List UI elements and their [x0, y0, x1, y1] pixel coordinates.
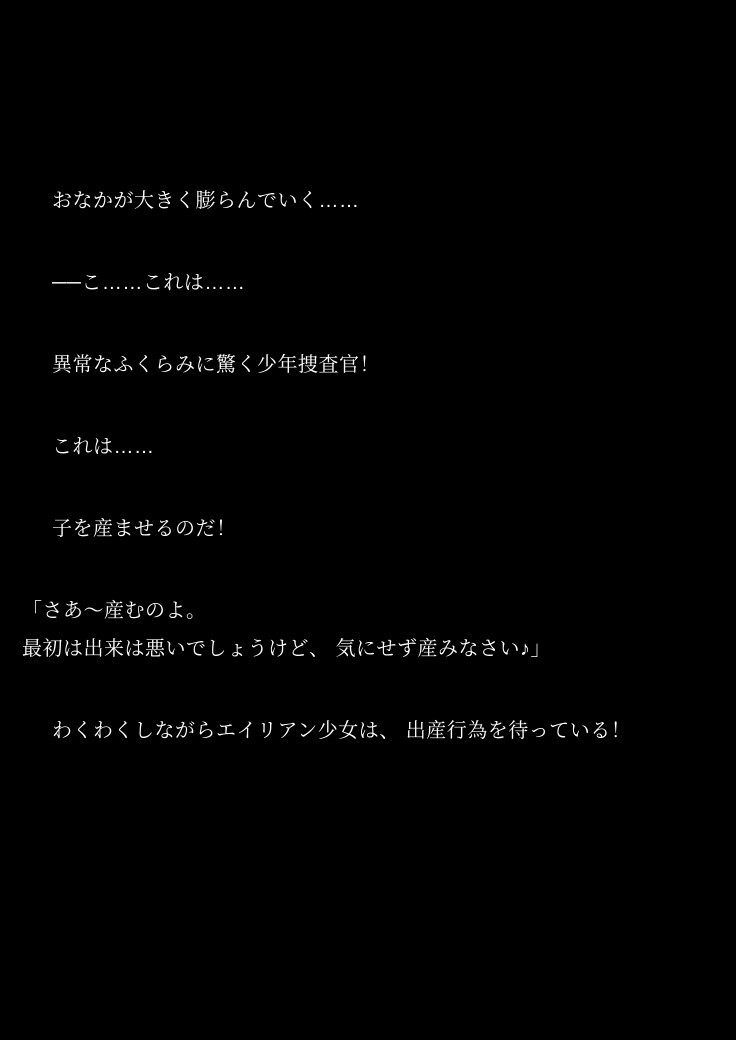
line-spacer-5: [0, 542, 736, 598]
story-line-3: 異常なふくらみに驚く少年捜査官！: [52, 354, 380, 376]
line-spacer-1: [0, 214, 736, 270]
line-spacer-7: [0, 662, 736, 718]
story-line-1: おなかが大きく膨らんでいく……: [52, 190, 360, 212]
story-line-2: ──こ……これは……: [52, 272, 246, 294]
story-line-6: 「さあ〜産むのよ。: [22, 600, 207, 622]
story-line-7: 最初は出来は悪いでしょうけど、 気にせず産みなさい♪」: [22, 638, 552, 660]
line-spacer-6: [0, 624, 736, 636]
line-spacer-3: [0, 378, 736, 434]
story-line-8: わくわくしながらエイリアン少女は、 出産行為を待っている！: [52, 720, 632, 742]
line-spacer-2: [0, 296, 736, 352]
line-spacer-4: [0, 460, 736, 516]
top-spacer: [0, 0, 736, 188]
story-line-5: 子を産ませるのだ！: [52, 518, 237, 540]
story-line-4: これは……: [52, 436, 155, 458]
